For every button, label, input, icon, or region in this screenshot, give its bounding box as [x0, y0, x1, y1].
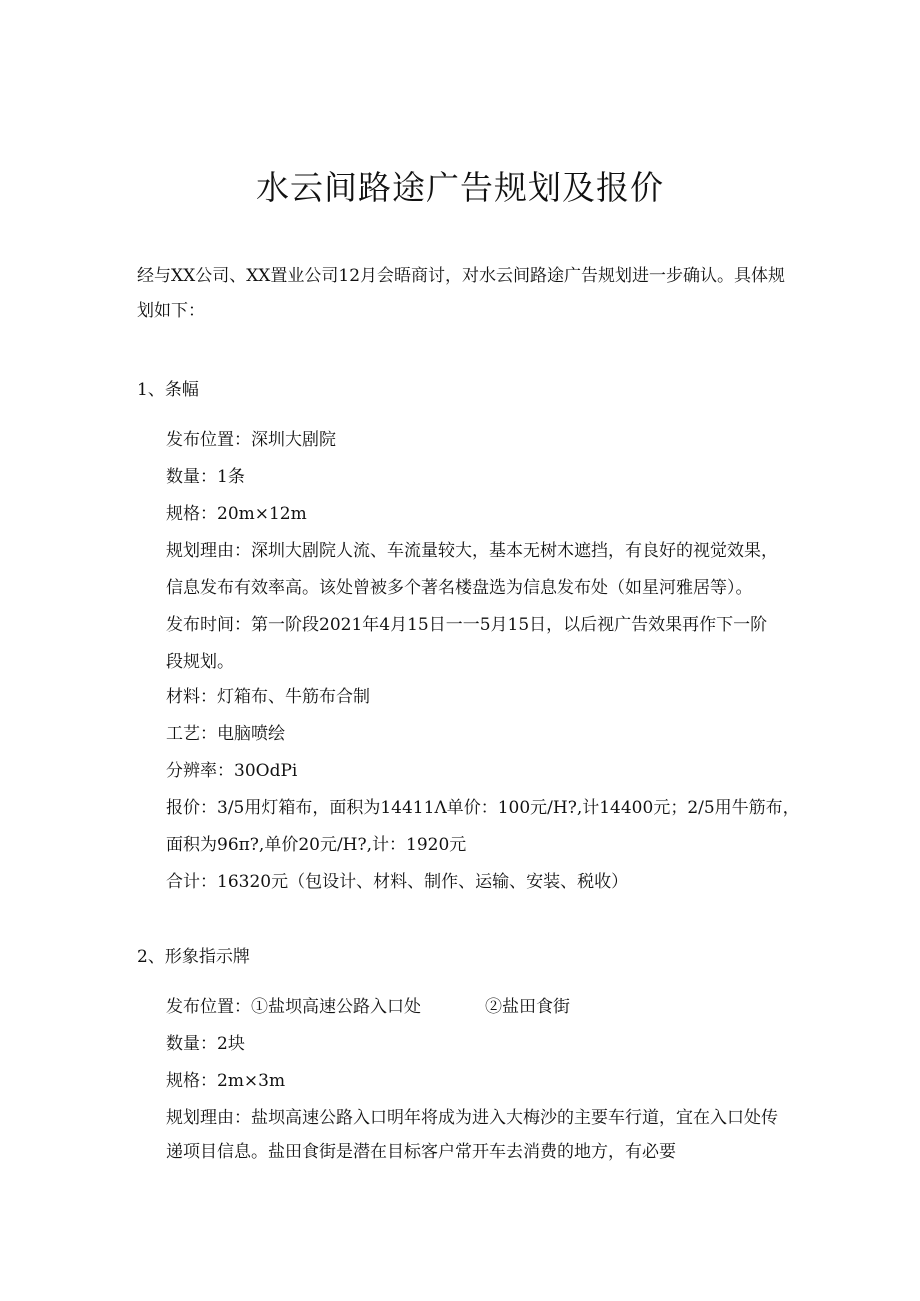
banner-reason-line-2: 信息发布有效率高。该处曾被多个著名楼盘选为信息发布处（如星河雅居等）。	[166, 578, 753, 598]
document-title: 水云间路途广告规划及报价	[256, 168, 664, 207]
signboard-size: 规格：2m×3m	[166, 1071, 286, 1091]
signboard-reason-line-1: 规划理由：盐坝高速公路入口明年将成为进入大梅沙的主要车行道，宜在入口处传	[166, 1108, 778, 1128]
banner-total: 合计：16320元（包设计、材料、制作、运输、安装、税收）	[166, 872, 629, 892]
banner-quantity: 数量：1条	[166, 467, 245, 487]
banner-size: 规格：20m×12m	[166, 504, 307, 524]
intro-paragraph: 经与XX公司、XX置业公司12月会晤商讨，对水云间路途广告规划进一步确认。具体规划如下：	[137, 266, 786, 321]
signboard-quantity: 数量：2块	[166, 1034, 245, 1054]
signboard-reason-line-2: 递项目信息。盐田食街是潜在目标客户常开车去消费的地方，有必要	[166, 1142, 676, 1162]
banner-time-line-1: 发布时间：第一阶段2021年4月15日一一5月15日，以后视广告效果再作下一阶	[166, 615, 768, 635]
signboard-location-1: ①盐坝高速公路入口处	[251, 997, 421, 1017]
banner-quote-line-1: 报价：3/5用灯箱布，面积为14411Λ单价：100元/H?,计14400元；2/5用牛筋布，	[166, 798, 800, 818]
banner-quote-line-2: 面积为96π?,单价20元/H?,计：1920元	[166, 835, 467, 855]
banner-resolution: 分辨率：30OdPi	[166, 761, 298, 781]
banner-location: 发布位置：深圳大剧院	[166, 430, 336, 450]
banner-process: 工艺：电脑喷绘	[166, 724, 285, 744]
banner-time-line-2: 段规划。	[166, 652, 234, 672]
section-heading-signboard: 2、形象指示牌	[137, 947, 250, 967]
signboard-location-label: 发布位置：	[166, 997, 251, 1017]
banner-material: 材料：灯箱布、牛筋布合制	[166, 687, 370, 707]
signboard-location-2: ②盐田食街	[485, 997, 570, 1017]
banner-reason-line-1: 规划理由：深圳大剧院人流、车流量较大，基本无树木遮挡，有良好的视觉效果，	[166, 541, 778, 561]
section-heading-banner: 1、条幅	[137, 380, 199, 400]
signboard-location	[166, 995, 570, 1019]
